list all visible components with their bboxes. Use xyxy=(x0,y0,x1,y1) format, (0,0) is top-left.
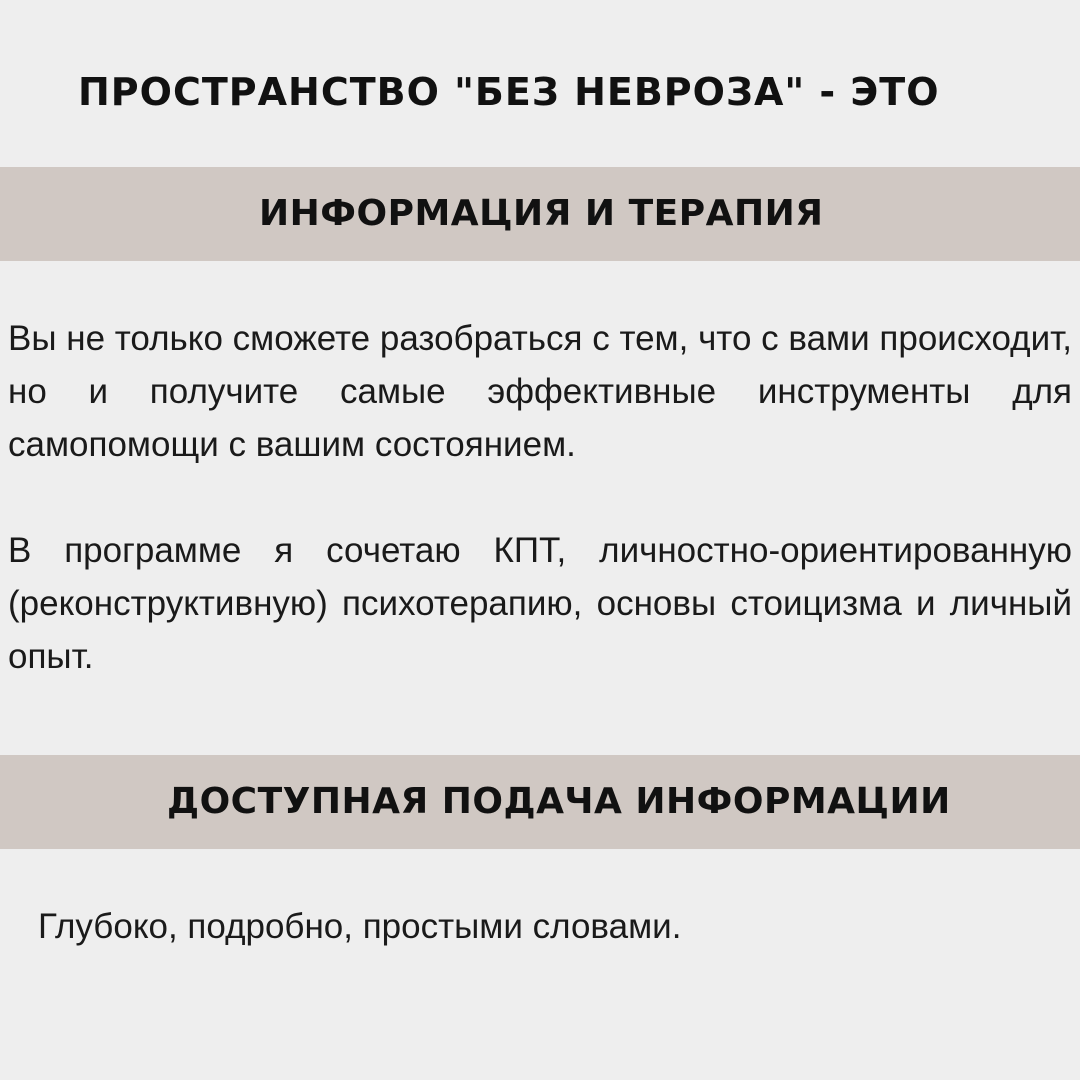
section-heading-band-accessible xyxy=(0,755,1080,849)
section-heading-therapy: ИНФОРМАЦИЯ И ТЕРАПИЯ xyxy=(259,193,824,234)
paragraph-self-help: Вы не только сможете разобраться с тем, что с вами происходит, но и получите самые эффективные инструменты для самопомощи с вашим состоянием. xyxy=(8,319,1072,464)
page-title: ПРОСТРАНСТВО "БЕЗ НЕВРОЗА" - ЭТО xyxy=(78,70,940,114)
section-heading-band-therapy xyxy=(0,167,1080,261)
section-heading-accessible: ДОСТУПНАЯ ПОДАЧА ИНФОРМАЦИИ xyxy=(167,781,951,822)
paragraph-simple-words: Глубоко, подробно, простыми словами. xyxy=(38,907,682,946)
paragraph-program-methods: В программе я сочетаю КПТ, личностно-ориентированную (реконструктивную) психотерапию, основы стоицизма и личный опыт. xyxy=(8,531,1072,676)
